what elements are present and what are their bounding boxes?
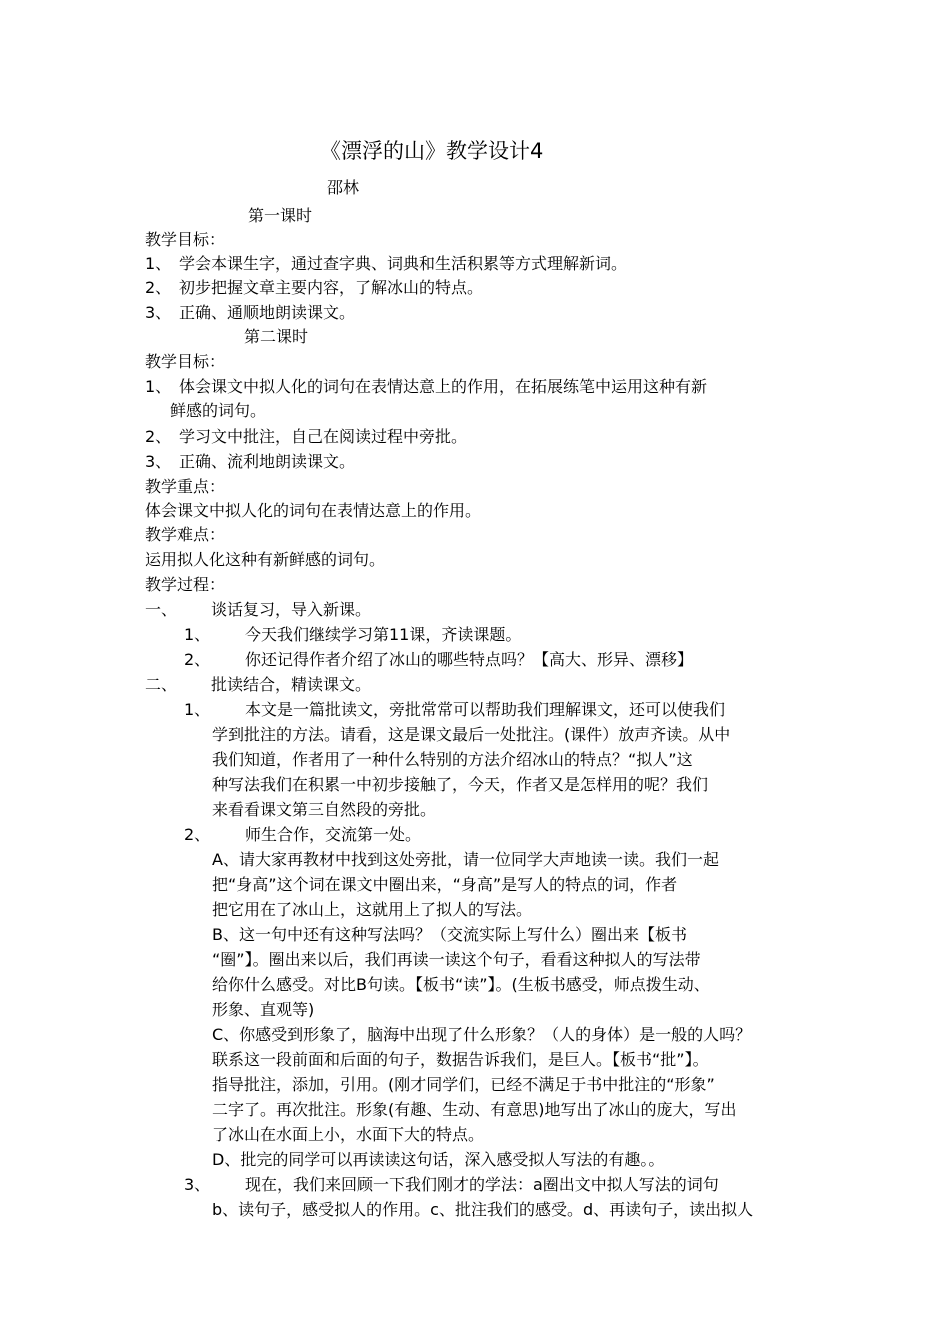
item-number: 2、 [184,825,211,844]
item-number: 2、 [184,650,211,669]
goal-text: 正确、流利地朗读课文。 [179,452,356,471]
item-subtext: 形象、直观等) [212,1000,315,1019]
item-number: 1、 [184,625,211,644]
lesson1-goals-label: 教学目标： [145,230,226,249]
item-number: 3、 [184,1175,211,1194]
item-text: 你还记得作者介绍了冰山的哪些特点吗？【高大、形异、漂移】 [245,650,694,669]
item-subtext: “圈”】。圈出来以后，我们再读一读这个句子，看看这种拟人的写法带 [212,950,701,969]
lesson1-heading: 第一课时 [248,206,313,225]
item-text: 今天我们继续学习第11课，齐读课题。 [245,625,522,644]
item-subtext: 了冰山在水面上小，水面下大的特点。 [212,1125,485,1144]
lesson2-goals-label: 教学目标： [145,352,226,371]
section-title: 批读结合，精读课文。 [211,675,372,694]
goal-number: 1、 [145,377,172,396]
item-text: 学到批注的方法。请看，这是课文最后一处批注。(课件）放声齐读。从中 [212,725,731,744]
item-subtext: 联系这一段前面和后面的句子，数据告诉我们，是巨人。【板书“批”】。 [212,1050,709,1069]
item-number: 1、 [184,700,211,719]
item-subtext: D、批完的同学可以再读读这句话，深入感受拟人写法的有趣。。 [212,1150,665,1169]
lesson2-heading: 第二课时 [244,327,309,346]
item-text: b、读句子，感受拟人的作用。c、批注我们的感受。d、再读句子，读出拟人 [212,1200,754,1219]
goal-text: 体会课文中拟人化的词句在表情达意上的作用，在拓展练笔中运用这种有新 [179,377,708,396]
goal-text: 鲜感的词句。 [170,401,267,420]
section-title: 谈话复习，导入新课。 [211,600,372,619]
author-name: 邵林 [327,178,360,197]
goal-text: 正确、通顺地朗读课文。 [179,303,356,322]
goal-number: 2、 [145,278,172,297]
goal-number: 1、 [145,254,172,273]
item-subtext: 把它用在了冰山上，这就用上了拟人的写法。 [212,900,533,919]
section-number: 二、 [145,675,178,694]
item-text: 种写法我们在积累一中初步接触了，今天，作者又是怎样用的呢？我们 [212,775,709,794]
item-text: 师生合作，交流第一处。 [245,825,422,844]
key-point-text: 体会课文中拟人化的词句在表情达意上的作用。 [145,501,482,520]
page-title: 《漂浮的山》教学设计4 [320,139,544,163]
section-number: 一、 [145,600,178,619]
item-subtext: 指导批注，添加，引用。(刚才同学们，已经不满足于书中批注的“形象” [212,1075,715,1094]
goal-number: 3、 [145,452,172,471]
goal-text: 学会本课生字，通过查字典、词典和生活积累等方式理解新词。 [179,254,628,273]
goal-number: 2、 [145,427,172,446]
item-subtext: B、这一句中还有这种写法吗？（交流实际上写什么）圈出来【板书 [212,925,687,944]
item-text: 本文是一篇批读文，旁批常常可以帮助我们理解课文，还可以使我们 [245,700,726,719]
difficulty-text: 运用拟人化这种有新鲜感的词句。 [145,550,386,569]
item-text: 来看看课文第三自然段的旁批。 [212,800,437,819]
difficulty-label: 教学难点： [145,525,226,544]
item-subtext: C、你感受到形象了，脑海中出现了什么形象？（人的身体）是一般的人吗？ [212,1025,752,1044]
item-text: 现在，我们来回顾一下我们刚才的学法：a圈出文中拟人写法的词句 [245,1175,719,1194]
item-subtext: 把“身高”这个词在课文中圈出来，“身高”是写人的特点的词，作者 [212,875,678,894]
process-label: 教学过程： [145,575,226,594]
item-text: 我们知道，作者用了一种什么特别的方法介绍冰山的特点？“拟人”这 [212,750,693,769]
goal-text: 学习文中批注，自己在阅读过程中旁批。 [179,427,468,446]
item-subtext: 二字了。再次批注。形象(有趣、生动、有意思)地写出了冰山的庞大，写出 [212,1100,737,1119]
item-subtext: 给你什么感受。对比B句读。【板书“读”】。(生板书感受，师点拨生动、 [212,975,710,994]
goal-text: 初步把握文章主要内容，了解冰山的特点。 [179,278,484,297]
item-subtext: A、请大家再教材中找到这处旁批，请一位同学大声地读一读。我们一起 [212,850,719,869]
goal-number: 3、 [145,303,172,322]
key-point-label: 教学重点： [145,477,226,496]
